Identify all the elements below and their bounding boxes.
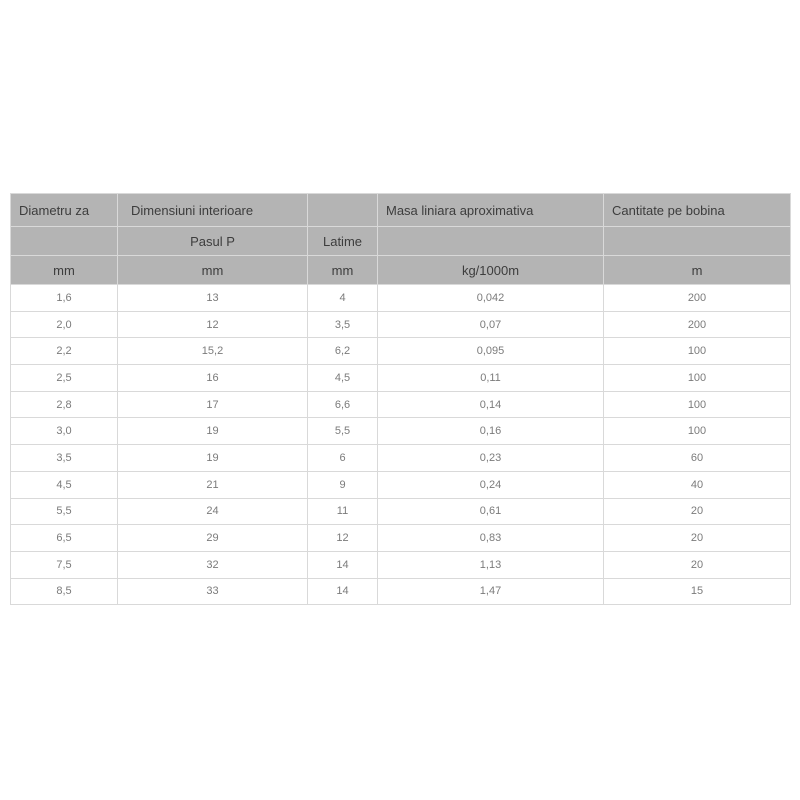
cell-cantitate: 60 xyxy=(604,445,791,472)
cell-masa: 0,042 xyxy=(378,285,604,312)
table-row xyxy=(11,391,791,418)
cell-diametru: 2,2 xyxy=(11,338,118,365)
header-empty-cell xyxy=(11,227,118,256)
table-row xyxy=(11,498,791,525)
cell-masa: 0,16 xyxy=(378,418,604,445)
cell-masa: 0,14 xyxy=(378,391,604,418)
cell-diametru: 2,5 xyxy=(11,365,118,392)
cell-diametru: 3,5 xyxy=(11,445,118,472)
cell-masa: 1,47 xyxy=(378,578,604,605)
header-group-row xyxy=(11,194,791,227)
table-header xyxy=(11,194,791,285)
unit-latime-mm: mm xyxy=(308,256,378,285)
cell-diametru: 4,5 xyxy=(11,471,118,498)
cell-cantitate: 15 xyxy=(604,578,791,605)
cell-cantitate: 20 xyxy=(604,525,791,552)
cell-cantitate: 100 xyxy=(604,338,791,365)
cell-masa: 0,61 xyxy=(378,498,604,525)
header-empty-cell xyxy=(308,194,378,227)
cell-diametru: 5,5 xyxy=(11,498,118,525)
cell-diametru: 1,6 xyxy=(11,285,118,312)
cell-cantitate: 20 xyxy=(604,498,791,525)
header-masa-liniara: Masa liniara aproximativa xyxy=(378,194,604,227)
header-units-row xyxy=(11,256,791,285)
header-pasul-p: Pasul P xyxy=(118,227,308,256)
cell-cantitate: 200 xyxy=(604,285,791,312)
cell-diametru: 3,0 xyxy=(11,418,118,445)
cell-cantitate: 20 xyxy=(604,551,791,578)
table-row xyxy=(11,445,791,472)
cell-pasul: 32 xyxy=(118,551,308,578)
cell-cantitate: 40 xyxy=(604,471,791,498)
cell-pasul: 12 xyxy=(118,311,308,338)
cell-pasul: 33 xyxy=(118,578,308,605)
cell-pasul: 21 xyxy=(118,471,308,498)
cell-latime: 9 xyxy=(308,471,378,498)
cell-pasul: 29 xyxy=(118,525,308,552)
table-row xyxy=(11,525,791,552)
cell-latime: 4 xyxy=(308,285,378,312)
cell-masa: 0,83 xyxy=(378,525,604,552)
cell-latime: 4,5 xyxy=(308,365,378,392)
cell-pasul: 13 xyxy=(118,285,308,312)
cell-masa: 0,07 xyxy=(378,311,604,338)
cell-masa: 0,24 xyxy=(378,471,604,498)
table-body xyxy=(11,285,791,605)
cell-latime: 14 xyxy=(308,578,378,605)
unit-masa-kg1000m: kg/1000m xyxy=(378,256,604,285)
table-row xyxy=(11,551,791,578)
cell-latime: 6,6 xyxy=(308,391,378,418)
table-row xyxy=(11,311,791,338)
header-empty-cell xyxy=(604,227,791,256)
cell-pasul: 15,2 xyxy=(118,338,308,365)
unit-diametru-mm: mm xyxy=(11,256,118,285)
cell-diametru: 8,5 xyxy=(11,578,118,605)
cell-pasul: 19 xyxy=(118,445,308,472)
cell-latime: 6,2 xyxy=(308,338,378,365)
cell-latime: 6 xyxy=(308,445,378,472)
header-cantitate-bobina: Cantitate pe bobina xyxy=(604,194,791,227)
cell-diametru: 2,0 xyxy=(11,311,118,338)
cell-diametru: 7,5 xyxy=(11,551,118,578)
cell-latime: 11 xyxy=(308,498,378,525)
cell-masa: 0,23 xyxy=(378,445,604,472)
cell-masa: 0,11 xyxy=(378,365,604,392)
table-row xyxy=(11,365,791,392)
cell-pasul: 24 xyxy=(118,498,308,525)
cell-masa: 0,095 xyxy=(378,338,604,365)
cell-latime: 3,5 xyxy=(308,311,378,338)
cell-pasul: 17 xyxy=(118,391,308,418)
cell-latime: 12 xyxy=(308,525,378,552)
cell-pasul: 16 xyxy=(118,365,308,392)
table-row xyxy=(11,418,791,445)
table-row xyxy=(11,578,791,605)
header-subgroup-row xyxy=(11,227,791,256)
cell-cantitate: 200 xyxy=(604,311,791,338)
cell-diametru: 6,5 xyxy=(11,525,118,552)
table-row xyxy=(11,471,791,498)
header-diametru-za: Diametru za xyxy=(11,194,118,227)
header-dimensiuni-interioare: Dimensiuni interioare xyxy=(118,194,308,227)
header-empty-cell xyxy=(378,227,604,256)
cell-masa: 1,13 xyxy=(378,551,604,578)
cell-cantitate: 100 xyxy=(604,391,791,418)
cell-latime: 14 xyxy=(308,551,378,578)
cell-cantitate: 100 xyxy=(604,365,791,392)
unit-cantitate-m: m xyxy=(604,256,791,285)
cell-cantitate: 100 xyxy=(604,418,791,445)
cell-diametru: 2,8 xyxy=(11,391,118,418)
header-latime: Latime xyxy=(308,227,378,256)
unit-pasul-mm: mm xyxy=(118,256,308,285)
table-row xyxy=(11,338,791,365)
chain-spec-table xyxy=(10,193,791,605)
cell-pasul: 19 xyxy=(118,418,308,445)
cell-latime: 5,5 xyxy=(308,418,378,445)
table-row xyxy=(11,285,791,312)
